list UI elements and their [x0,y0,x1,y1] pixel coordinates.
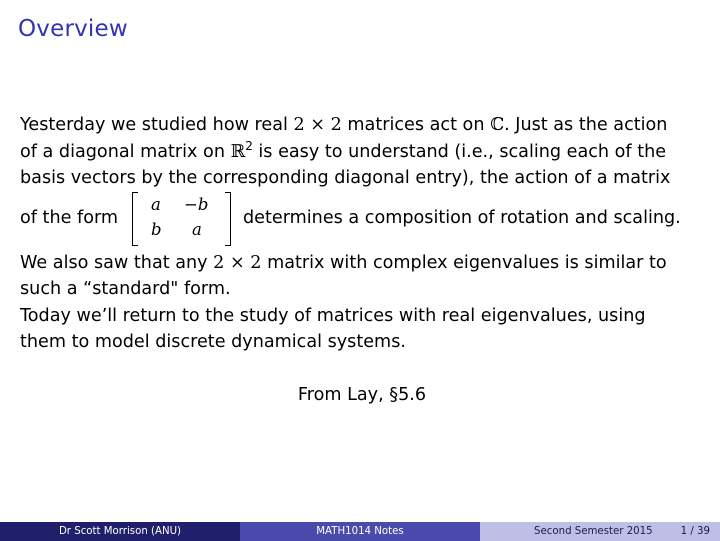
left-bracket [132,192,138,246]
complex-numbers-symbol: ℂ [490,115,505,135]
paragraph-1-line-1 [20,112,704,139]
footer-author [0,522,240,541]
matrix-entry-22: a [192,219,202,239]
text-run: . Just as the action [504,115,668,135]
superscript: 2 [245,138,253,153]
textbook-reference: From Lay, §5.6 [297,385,427,405]
math-dimension: 2 × 2 [293,115,342,135]
footer-date-page [480,522,720,541]
right-bracket [225,192,231,246]
text-run: We also saw that any [20,252,214,273]
paragraph-3-line-1: Today we’ll return to the study of matrices with real eigenvalues, using [20,305,646,326]
text-run: matrix with complex eigenvalues is similar to [261,252,667,273]
footer-bar [0,522,720,541]
paragraph-2-line-2: such a “standard" form. [20,279,231,299]
matrix-entry-21: b [151,219,162,239]
text-run: Yesterday we studied how real [20,115,294,135]
rotation-scaling-matrix [132,190,248,248]
paragraph-2-line-1 [20,250,704,277]
frame-title: Overview [18,16,128,42]
text-run: of the form [20,207,119,228]
page-number: 1 / 39 [680,526,710,537]
paragraph-1-line-3: basis vectors by the corresponding diagonal entry), the action of a matrix [20,168,671,188]
text-run: matrices act on [341,115,491,135]
author-label: Dr Scott Morrison (ANU) [58,526,182,537]
paragraph-3-line-2: them to model discrete dynamical systems. [20,332,406,352]
text-run: is easy to understand (i.e., scaling each of the [252,141,667,162]
text-run: determines a composition of rotation and scaling. [243,207,681,228]
math-dimension: 2 × 2 [213,252,262,273]
real-numbers-symbol: ℝ [230,141,246,162]
paragraph-1-line-4 [20,192,704,250]
semester-label: Second Semester 2015 [534,526,653,537]
course-label: MATH1014 Notes [316,526,404,537]
paragraph-1-line-2 [20,139,704,166]
footer-title [240,522,480,541]
text-run: of a diagonal matrix on [20,141,231,162]
matrix-entry-11: a [151,194,161,214]
slide-body [20,112,704,405]
matrix-entry-12: −b [184,194,209,214]
